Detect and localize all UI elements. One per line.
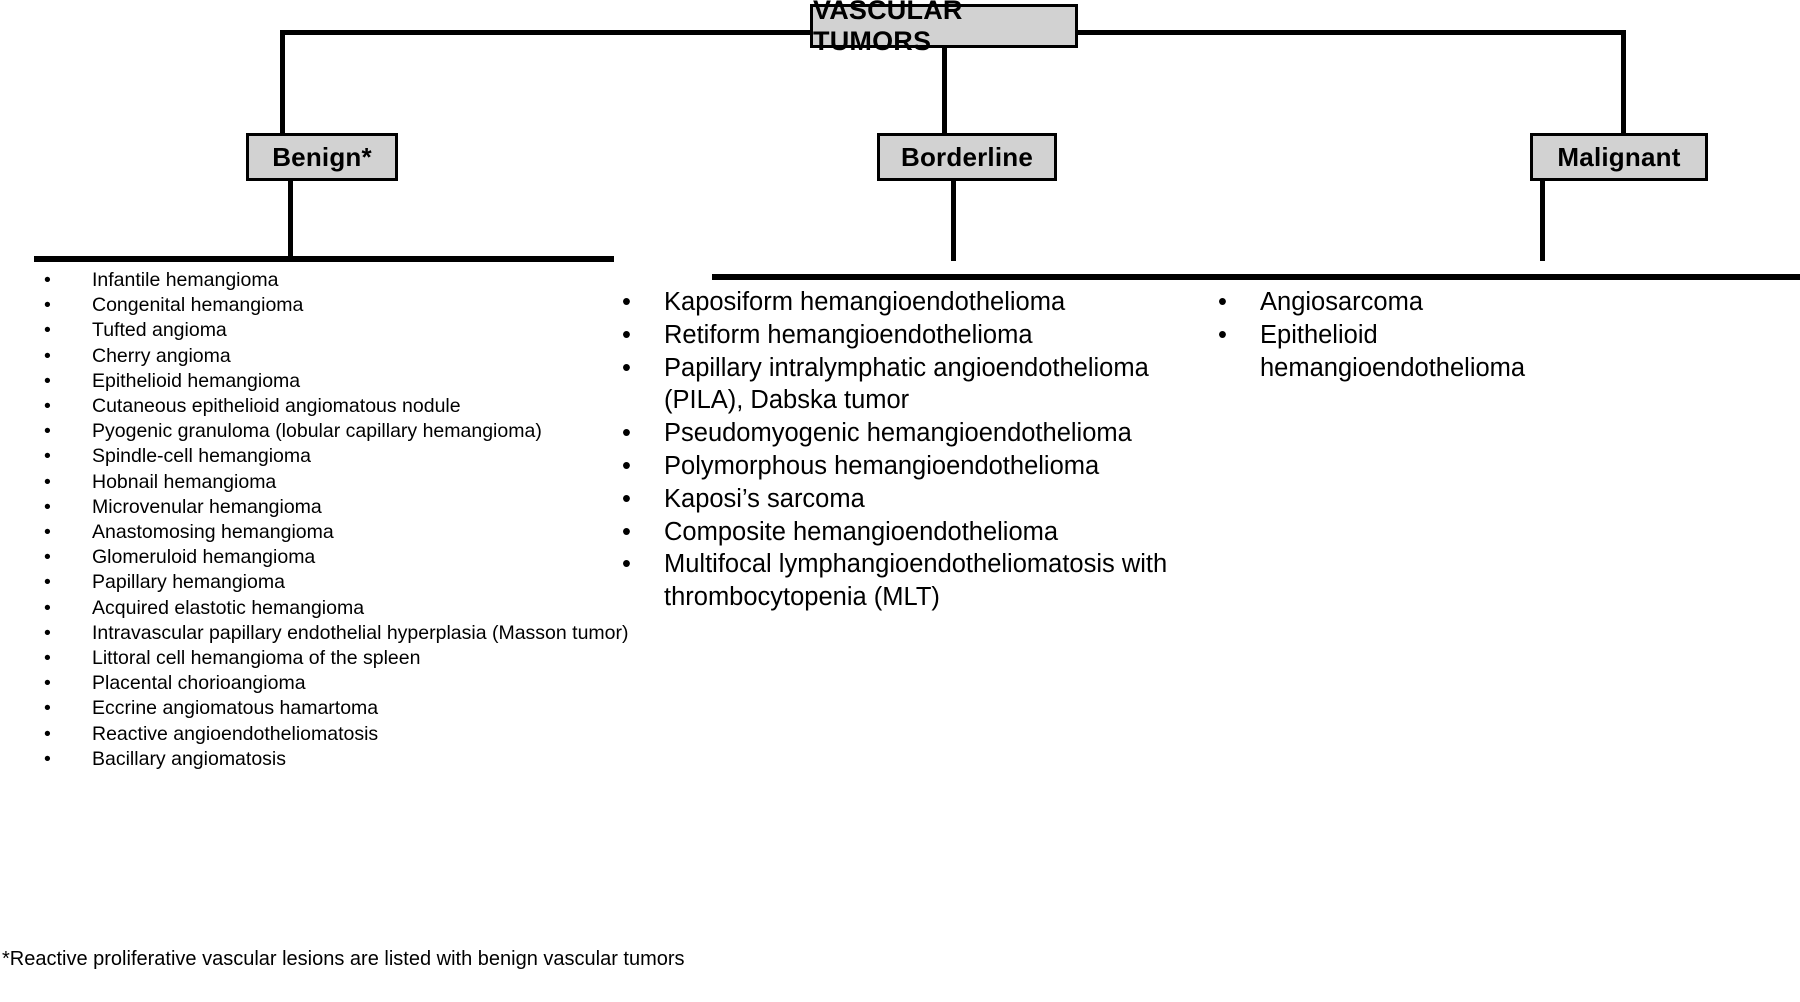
bullet-icon: •	[44, 369, 51, 392]
list-item	[622, 286, 1202, 319]
list-item-label: Intravascular papillary endothelial hyperplasia (Masson tumor)	[92, 621, 629, 644]
list-item-label: Epithelioid hemangioendothelioma	[1260, 320, 1526, 382]
list-item	[38, 671, 658, 696]
bullet-icon: •	[1218, 320, 1227, 349]
root-node-vascular-tumors[interactable]	[810, 0, 1078, 56]
footnote: *Reactive proliferative vascular lesions are listed with benign vascular tumors	[2, 948, 685, 970]
bullet-icon: •	[622, 451, 631, 480]
list-item-label: Cutaneous epithelioid angiomatous nodule	[92, 395, 461, 418]
list-item-label: Placental chorioangioma	[92, 672, 306, 695]
bullet-icon: •	[44, 294, 51, 317]
list-item	[38, 470, 658, 495]
list-item-label: Tufted angioma	[92, 319, 227, 342]
bullet-icon: •	[622, 320, 631, 349]
list-item-label: Hobnail hemangioma	[92, 470, 277, 493]
list-item	[622, 516, 1202, 549]
list-item-label: Spindle-cell hemangioma	[92, 445, 311, 468]
list-item	[622, 417, 1202, 450]
bullet-icon: •	[622, 419, 631, 448]
root-node-label: VASCULAR TUMORS	[813, 0, 963, 56]
bullet-icon: •	[622, 484, 631, 513]
list-item	[622, 352, 1202, 418]
stem-benign	[288, 181, 293, 261]
bullet-icon: •	[44, 722, 51, 745]
list-item	[622, 483, 1202, 516]
list-item-label: Cherry angioma	[92, 344, 231, 367]
category-label-benign: Benign*	[272, 141, 372, 172]
list-item	[38, 444, 658, 469]
list-item-label: Papillary intralymphatic angioendothelioma (PILA), Dabska tumor	[664, 353, 1149, 415]
list-item	[38, 369, 658, 394]
list-item-label: Infantile hemangioma	[92, 269, 279, 291]
list-item	[38, 394, 658, 419]
bullet-icon: •	[44, 647, 51, 670]
list-item	[622, 548, 1202, 614]
bullet-icon: •	[44, 672, 51, 695]
list-item	[1218, 319, 1618, 385]
category-node-borderline[interactable]	[877, 133, 1057, 181]
rule-malignant	[1208, 274, 1800, 280]
list-item-label: Epithelioid hemangioma	[92, 369, 301, 392]
list-item	[38, 520, 658, 545]
list-item-label: Angiosarcoma	[1260, 288, 1423, 316]
list-item-label: Multifocal lymphangioendotheliomatosis with thrombocytopenia (MLT)	[664, 550, 1168, 612]
list-item-label: Congenital hemangioma	[92, 294, 304, 317]
list-item-label: Bacillary angiomatosis	[92, 747, 287, 770]
list-item-label: Littoral cell hemangioma of the spleen	[92, 647, 421, 670]
bullet-icon: •	[44, 344, 51, 367]
list-item	[38, 318, 658, 343]
list-item	[38, 495, 658, 520]
list-item	[38, 722, 658, 747]
list-item-label: Papillary hemangioma	[92, 571, 285, 594]
list-item	[38, 596, 658, 621]
bullet-icon: •	[44, 697, 51, 720]
bullet-icon: •	[44, 596, 51, 619]
list-item-label: Composite hemangioendothelioma	[664, 517, 1059, 546]
list-item-label: Reactive angioendotheliomatosis	[92, 722, 379, 745]
list-item-label: Pseudomyogenic hemangioendothelioma	[664, 419, 1132, 448]
bullet-icon: •	[622, 517, 631, 546]
rule-benign	[34, 256, 614, 262]
bullet-icon: •	[44, 546, 51, 569]
connector-vertical-borderline	[942, 46, 947, 135]
category-label-malignant: Malignant	[1557, 141, 1681, 172]
list-item	[38, 646, 658, 671]
list-malignant	[1218, 286, 1618, 384]
list-item	[38, 570, 658, 595]
list-item-label: Glomeruloid hemangioma	[92, 546, 316, 569]
connector-vertical-benign	[280, 30, 285, 135]
list-item-label: Pyogenic granuloma (lobular capillary hemangioma)	[92, 420, 542, 443]
list-item	[38, 696, 658, 721]
bullet-icon: •	[44, 747, 51, 770]
bullet-icon: •	[1218, 288, 1227, 316]
list-item-label: Acquired elastotic hemangioma	[92, 596, 365, 619]
list-item-label: Eccrine angiomatous hamartoma	[92, 697, 379, 720]
list-item-label: Anastomosing hemangioma	[92, 521, 334, 544]
list-item	[38, 545, 658, 570]
bullet-icon: •	[622, 288, 631, 316]
list-item	[38, 344, 658, 369]
bullet-icon: •	[44, 269, 51, 291]
category-node-benign[interactable]	[246, 133, 398, 181]
bullet-icon: •	[44, 420, 51, 443]
bullet-icon: •	[44, 571, 51, 594]
bullet-icon: •	[44, 470, 51, 493]
list-item-label: Polymorphous hemangioendothelioma	[664, 451, 1100, 480]
category-label-borderline: Borderline	[900, 141, 1034, 172]
bullet-icon: •	[44, 319, 51, 342]
bullet-icon: •	[44, 445, 51, 468]
list-item-label: Retiform hemangioendothelioma	[664, 320, 1033, 349]
bullet-icon: •	[44, 521, 51, 544]
bullet-icon: •	[622, 550, 631, 579]
list-item	[38, 419, 658, 444]
bullet-icon: •	[622, 353, 631, 382]
list-item-label: Kaposiform hemangioendothelioma	[664, 288, 1066, 316]
bullet-icon: •	[44, 621, 51, 644]
category-node-malignant[interactable]	[1530, 133, 1708, 181]
stem-malignant	[1540, 181, 1545, 261]
list-item	[622, 450, 1202, 483]
list-item	[622, 319, 1202, 352]
bullet-icon: •	[44, 495, 51, 518]
bullet-icon: •	[44, 395, 51, 418]
list-borderline	[622, 286, 1202, 614]
list-item	[38, 621, 658, 646]
connector-vertical-malignant	[1621, 30, 1626, 135]
stem-borderline	[951, 181, 956, 261]
list-item	[1218, 286, 1618, 319]
list-benign	[38, 268, 658, 772]
list-item	[38, 747, 658, 772]
list-item-label: Microvenular hemangioma	[92, 495, 322, 518]
list-item	[38, 293, 658, 318]
list-item	[38, 268, 658, 293]
list-item-label: Kaposi’s sarcoma	[664, 484, 865, 513]
